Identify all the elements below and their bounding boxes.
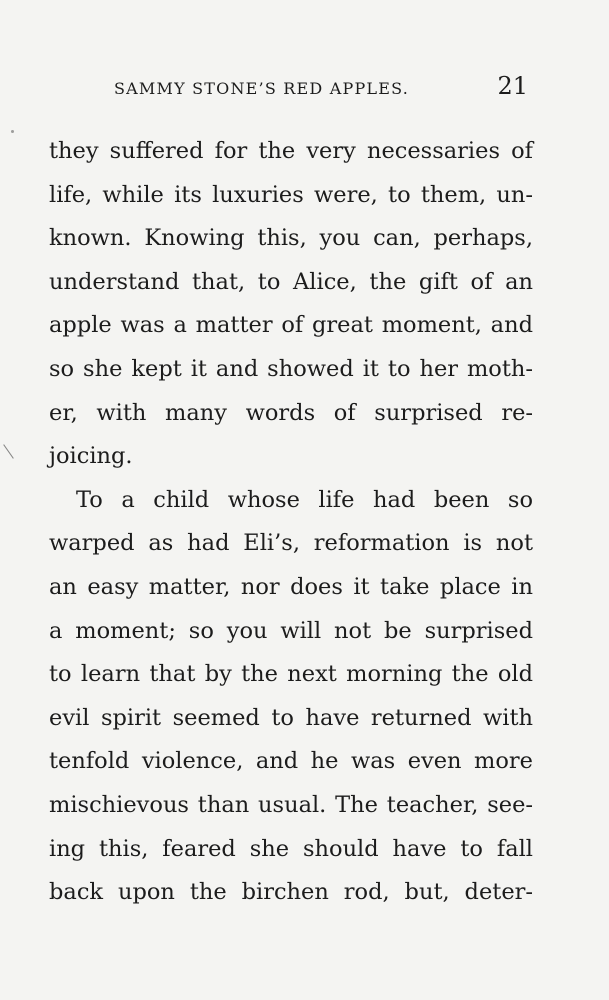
text-line: understand that, to Alice, the gift of an: [49, 268, 533, 295]
text-line: a moment; so you will not be surprised: [49, 617, 533, 644]
text-line: to learn that by the next morning the old: [49, 661, 533, 688]
page-number: 21: [497, 72, 528, 100]
paragraph-end-line: joicing.: [49, 443, 133, 470]
text-line: er, with many words of surprised re-: [49, 399, 533, 426]
margin-tick-mark: [3, 444, 14, 458]
text-line: back upon the birchen rod, but, deter-: [49, 879, 533, 906]
paragraph-first-line: To a child whose life had been so: [76, 486, 533, 513]
text-line: evil spirit seemed to have returned with: [49, 704, 533, 731]
margin-speck: [11, 130, 14, 133]
running-head: [114, 72, 528, 104]
text-line: tenfold violence, and he was even more: [49, 748, 533, 775]
text-line: an easy matter, nor does it take place in: [49, 573, 533, 600]
text-line: they suffered for the very necessaries of: [49, 138, 533, 164]
text-line: ing this, feared she should have to fall: [49, 835, 533, 862]
text-line: so she kept it and showed it to her moth-: [49, 355, 533, 382]
text-line: known. Knowing this, you can, perhaps,: [49, 225, 533, 252]
text-line: mischievous than usual. The teacher, see-: [49, 791, 533, 818]
running-head-title: SAMMY STONE’S RED APPLES.: [114, 79, 409, 98]
text-line: warped as had Eli’s, reformation is not: [49, 530, 533, 557]
text-line: life, while its luxuries were, to them, un-: [49, 181, 533, 208]
body-text: [49, 130, 533, 915]
text-line: apple was a matter of great moment, and: [49, 312, 533, 339]
